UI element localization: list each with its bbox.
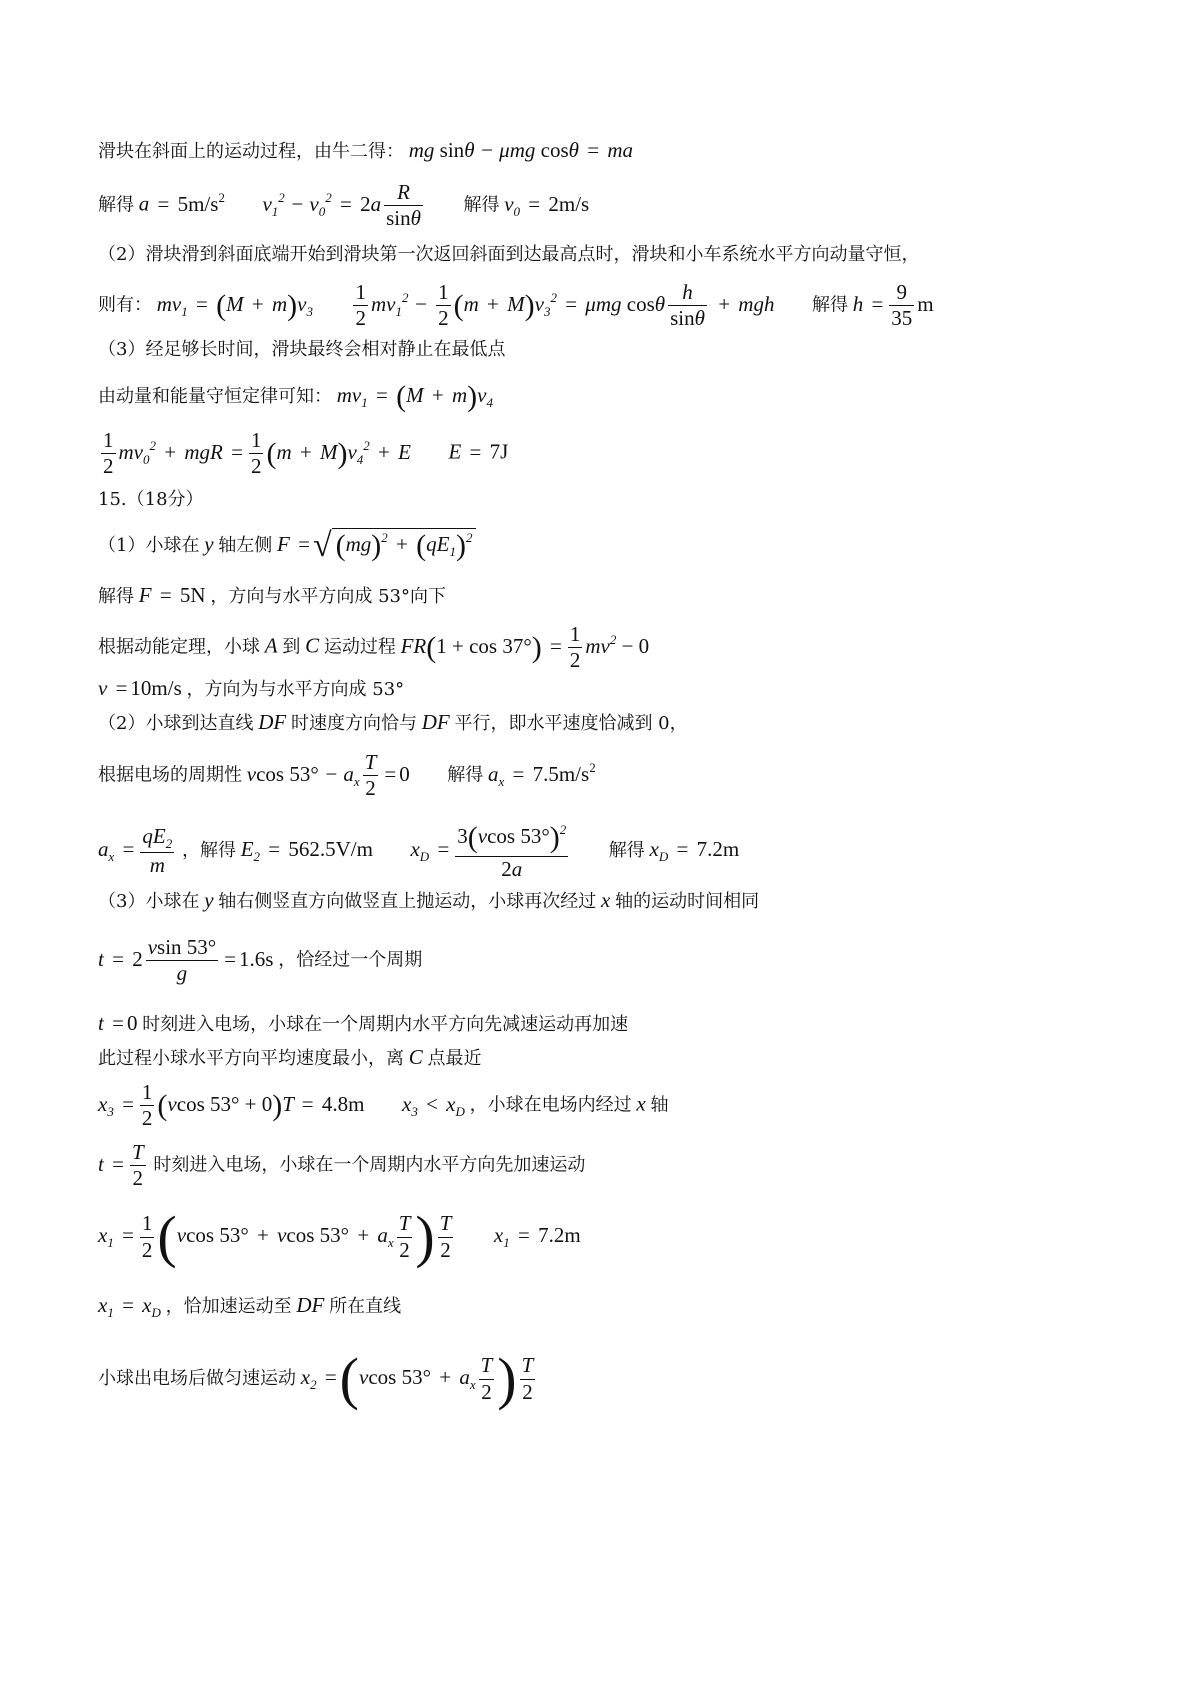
text-segment: 则有：: [98, 294, 152, 316]
equation: $\frac{1}{2}$ $mv_1^2$ − $\frac{1}{2}$ $(m + M)v_3^2 = \mu mg$ cosθ $\frac{h}{\sin\theta}$ + mgh: [355, 280, 775, 331]
text-line: [98, 280, 934, 331]
text-segment: （2）滑块滑到斜面底端开始到滑块第一次返回斜面到达最高点时，滑块和小车系统水平方向动量守恒，: [98, 244, 920, 265]
text-line: （3）小球在 y 轴右侧竖直方向做竖直上抛运动，小球再次经过 x 轴的运动时间相同: [98, 888, 760, 912]
equation: t = $\frac{T}{2}$: [98, 1140, 144, 1191]
text-segment: 轴左侧: [218, 535, 273, 556]
text-line: [98, 1140, 585, 1191]
text-line: [98, 678, 404, 699]
equation: $x_D = 7.2m$: [649, 836, 740, 864]
text-segment: 解得: [447, 764, 484, 786]
equation: $a_x = 7.5m/s^2$: [487, 759, 596, 789]
equation: vcos $53^\circ - a_x$ $\frac{T}{2}$ = 0: [246, 750, 410, 801]
equation: $a_x$ = $\frac{qE_2}{m}$: [98, 824, 173, 877]
text-line: （2）小球到达直线 DF 时速度方向恰与 DF 平行，即水平速度恰减到 0，: [98, 710, 688, 734]
text-line: [98, 585, 446, 606]
text-segment: ，恰经过一个周期: [278, 949, 423, 971]
equation: $v_1^2 - v_0^2 = 2a$ $\frac{R}{\sin\theta}$: [262, 180, 421, 231]
text-segment: 滑块在斜面上的运动过程，由牛二得：: [98, 141, 404, 162]
equation: mg sinθ − μmg cosθ = ma: [408, 138, 633, 162]
text-line: [98, 1346, 538, 1411]
text-line: [98, 750, 596, 801]
equation: $x_3$ = $\frac{1}{2}$ (vcos 53° + 0)T = 4.8m: [98, 1080, 365, 1131]
text-segment: 轴右侧竖直方向做竖直上抛运动，小球再次经过: [218, 891, 597, 912]
equation: $mv_1 = (M + m)v_3$: [156, 288, 313, 322]
text-line: [98, 382, 493, 412]
text-segment: 时刻进入电场，小球在一个周期内水平方向先加速运动: [153, 1154, 586, 1176]
text-segment: 15.（18分）: [98, 489, 204, 510]
equation: $mv_1 = (M + m)v_4$: [336, 380, 493, 413]
text-segment: （1）小球在: [98, 535, 200, 556]
equation: $\frac{1}{2}$ $mv_0^2$ + mgR = $\frac{1}{2}$ $(m + M)v_4^2 + E$: [103, 428, 411, 479]
text-segment: 时速度方向恰与: [290, 713, 417, 734]
text-segment: 小球出电场后做匀速运动: [98, 1367, 296, 1389]
equation: t = 2 $\frac{vsin 53^\circ}{g}$ = 1.6s: [98, 935, 274, 986]
text-line: [98, 180, 589, 231]
text-line: [98, 820, 739, 882]
text-segment: 根据电场的周期性: [98, 764, 242, 786]
equation: h = $\frac{9}{35}$ m: [852, 280, 934, 331]
text-line: （1）小球在 y 轴左侧 F =√ $(mg)^2 + (qE_1)^2$: [98, 528, 476, 563]
text-segment: 解得: [98, 586, 134, 607]
text-segment: 所在直线: [329, 1296, 402, 1317]
text-line: 根据动能定理，小球 A 到 C 运动过程 FR(1 + cos 37°) = $\frac{1}{2}$ $mv^2 - 0$: [98, 622, 650, 673]
equation: $v_0 = 2m/s$: [504, 191, 590, 219]
equation: $x_1$ = $\frac{1}{2}$ (vcos 53° + vcos $53^\circ + a_x$ $\frac{T}{2}$ ) $\frac{T}{2}$: [98, 1204, 452, 1269]
text-segment: 解得: [608, 839, 645, 861]
text-segment: （3）经足够长时间，滑块最终会相对静止在最低点: [98, 339, 506, 360]
text-line: [98, 1204, 581, 1269]
equation: $E_2 = 562.5V/m$: [240, 836, 373, 864]
text-segment: 由动量和能量守恒定律可知：: [98, 385, 332, 407]
text-segment: 轴: [650, 1094, 669, 1116]
text-line: [98, 1013, 628, 1034]
equation: F = 5N: [138, 583, 206, 607]
text-segment: 解得: [98, 194, 134, 216]
equation: t = 0: [98, 1011, 138, 1035]
text-line: 此过程小球水平方向平均速度最小，离 C 点最近: [98, 1045, 482, 1069]
text-segment: ，解得: [181, 839, 236, 861]
equation: FR(1 + cos 37°) = $\frac{1}{2}$ $mv^2 - 0$: [400, 622, 650, 673]
equation: E = 7J: [448, 439, 509, 464]
text-segment: 运动过程: [323, 636, 396, 658]
section-heading: [98, 490, 204, 509]
text-line: [98, 340, 505, 359]
equation: v = 10m/s: [98, 676, 182, 700]
equation: $x_1 = 7.2m$: [493, 1222, 581, 1250]
text-line: [98, 140, 633, 161]
text-segment: ，小球在电场内经过: [469, 1094, 632, 1116]
text-segment: （3）小球在: [98, 891, 200, 912]
text-segment: （2）小球到达直线: [98, 713, 254, 734]
equation: $x_1 = x_D$: [98, 1293, 161, 1320]
text-segment: 到: [282, 636, 301, 658]
text-segment: ，方向与水平方向成 53°向下: [210, 586, 446, 607]
text-segment: ，恰加速运动至: [165, 1296, 292, 1317]
equation: $x_D$ = $\frac{3(vcos 53^\circ)^2}{2a}$: [410, 821, 567, 881]
text-segment: 平行，即水平速度恰减到 0，: [454, 713, 688, 734]
text-segment: 轴的运动时间相同: [615, 891, 760, 912]
equation: $x_3 < x_D$: [401, 1091, 465, 1119]
text-segment: 解得: [811, 294, 848, 316]
equation: $x_2 =(vcos$ $53^\circ + a_x$ $\frac{T}{2}$ ) $\frac{T}{2}$: [300, 1346, 534, 1411]
text-line: $x_3$ = $\frac{1}{2}$ (vcos 53° + 0)T = 4.8m $x_3 < x_D$ ，小球在电场内经过 x 轴: [98, 1080, 669, 1131]
text-segment: 点最近: [427, 1048, 482, 1069]
equation: F =√ $(mg)^2 + (qE_1)^2$: [277, 532, 476, 556]
text-line: [98, 428, 508, 479]
text-segment: 此过程小球水平方向平均速度最小，离: [98, 1048, 404, 1069]
text-segment: 根据动能定理，小球: [98, 636, 260, 658]
text-line: $x_1 = x_D$ ，恰加速运动至 DF 所在直线: [98, 1293, 402, 1320]
text-segment: 解得: [463, 194, 500, 216]
text-line: [98, 245, 919, 264]
text-line: [98, 935, 422, 986]
text-segment: ，方向为与水平方向成 53°: [186, 679, 405, 700]
text-segment: 时刻进入电场，小球在一个周期内水平方向先减速运动再加速: [142, 1014, 629, 1035]
equation: $a = 5m/s^2$: [138, 189, 225, 216]
